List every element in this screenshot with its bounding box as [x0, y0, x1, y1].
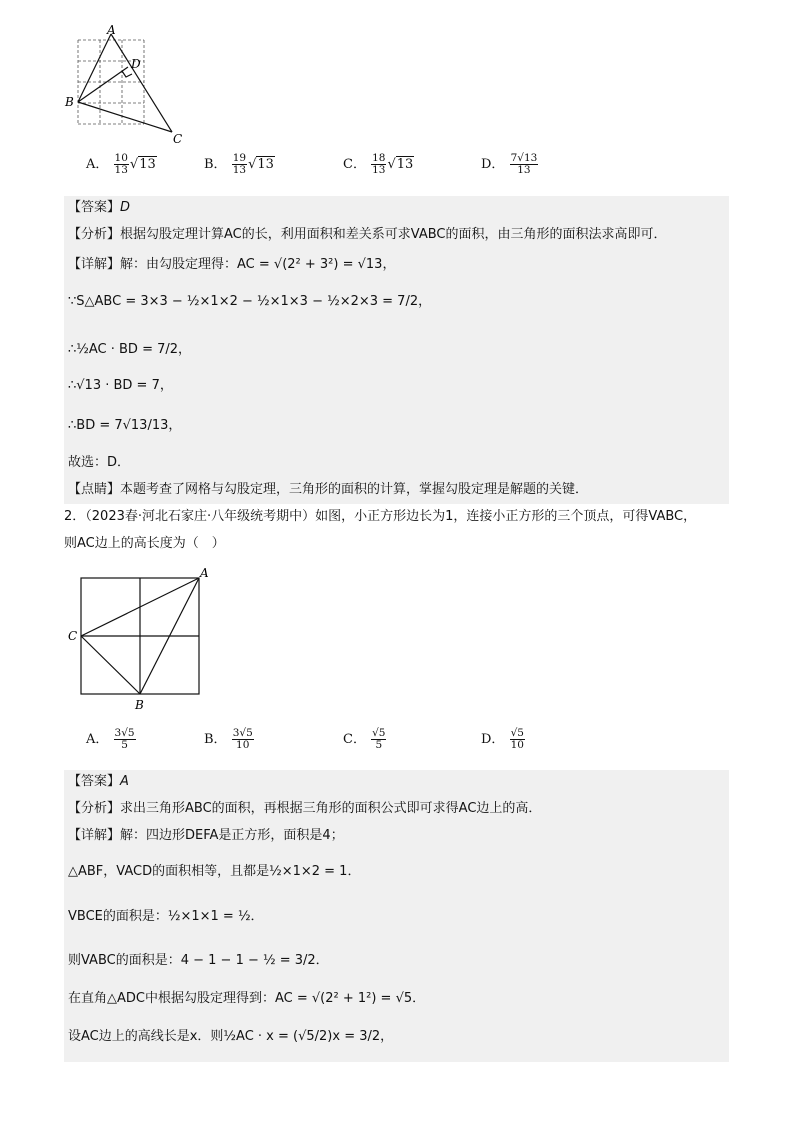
q2-detail-6: 设AC边上的高线长是x．则½AC · x = (√5/2)x = 3/2，	[68, 1029, 394, 1044]
q2-figure	[64, 566, 214, 716]
q2-stem-line2: 则AC边上的高长度为（ ）	[64, 536, 225, 551]
q1-figure	[60, 22, 200, 147]
q1-label-a: A	[107, 23, 116, 37]
q2-option-a[interactable]: A． $\frac{3√5}{5}$	[86, 727, 135, 751]
q1-label-c: C	[173, 132, 183, 146]
q2-stem-line1: 2．（2023春·河北石家庄·八年级统考期中）如图，小正方形边长为1，连接小正方形的三个顶点，可得VABC，	[64, 509, 697, 524]
q2-label-a: A	[200, 566, 209, 580]
q2-detail-4: 则VABC的面积是：4 − 1 − 1 − ½ = 3/2．	[68, 953, 329, 968]
q2-detail-2: △ABF，VACD的面积相等，且都是½×1×2 = 1．	[68, 864, 361, 879]
q1-option-d[interactable]: D． $\frac{7√13}{13}$	[481, 152, 538, 176]
q1-detail-5: ∴BD = 7√13/13，	[68, 418, 182, 433]
q1-option-a[interactable]: A． $\frac{10}{13}$ √13	[86, 152, 156, 176]
q1-label-d: D	[131, 57, 141, 71]
q1-detail-1: 【详解】解：由勾股定理得：AC = √(2² + 3²) = √13，	[68, 257, 396, 272]
q2-option-b[interactable]: B． $\frac{3√5}{10}$	[204, 727, 253, 751]
q2-detail-3: VBCE的面积是：½×1×1 = ½．	[68, 909, 264, 924]
q2-detail-1: 【详解】解：四边形DEFA是正方形，面积是4；	[68, 828, 344, 843]
q1-option-b[interactable]: B． $\frac{19}{13}$ √13	[204, 152, 274, 176]
q1-answer: 【答案】D	[68, 200, 131, 215]
q2-option-d[interactable]: D． $\frac{√5}{10}$	[481, 727, 524, 751]
q1-detail-2: ∵S△ABC = 3×3 − ½×1×2 − ½×1×3 − ½×2×3 = 7/2，	[68, 294, 432, 309]
q1-comment: 【点睛】本题考查了网格与勾股定理，三角形的面积的计算，掌握勾股定理是解题的关键．	[68, 482, 589, 497]
q2-label-c: C	[68, 629, 78, 643]
q1-analysis: 【分析】根据勾股定理计算AC的长，利用面积和差关系可求VABC的面积，由三角形的面积法求高即可．	[68, 227, 667, 242]
q2-answer: 【答案】A	[68, 774, 129, 789]
q2-label-b: B	[135, 698, 144, 712]
q1-detail-6: 故选：D．	[68, 455, 131, 470]
q1-detail-4: ∴√13 · BD = 7，	[68, 378, 173, 393]
q2-analysis: 【分析】求出三角形ABC的面积，再根据三角形的面积公式即可求得AC边上的高．	[68, 801, 542, 816]
q1-option-c[interactable]: C． $\frac{18}{13}$ √13	[343, 152, 414, 176]
q1-detail-3: ∴½AC · BD = 7/2，	[68, 342, 192, 357]
q2-option-c[interactable]: C． $\frac{√5}{5}$	[343, 727, 386, 751]
q2-detail-5: 在直角△ADC中根据勾股定理得到：AC = √(2² + 1²) = √5．	[68, 991, 426, 1006]
q1-label-b: B	[65, 95, 74, 109]
